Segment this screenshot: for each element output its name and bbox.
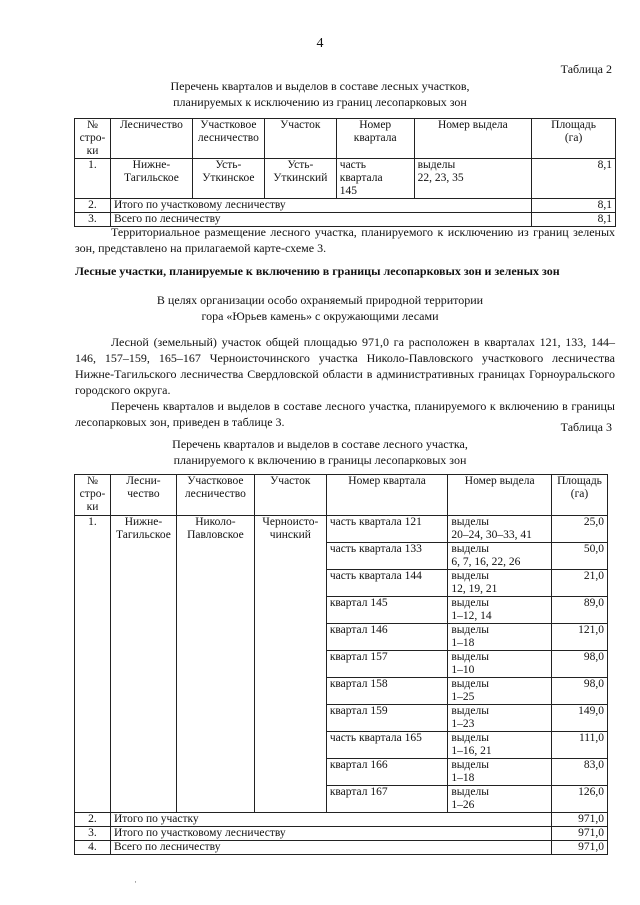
paragraph-table3-intro: Перечень кварталов и выделов в составе лесного участка, планируемого к включению в границы лесопарковых зон, приведен в таблице 3. xyxy=(75,399,615,429)
t3-section xyxy=(448,597,552,624)
t3-section-1: выделы xyxy=(451,570,489,582)
t3-section-2: 1–18 xyxy=(451,637,475,649)
t3-section-1: выделы xyxy=(451,678,489,690)
t2-r1-district-1: Усть- xyxy=(215,159,242,171)
table3 xyxy=(74,474,608,855)
t3-total-area: 971,0 xyxy=(551,813,607,827)
t3-section-2: 12, 19, 21 xyxy=(451,583,498,595)
t2-r2-area: 8,1 xyxy=(532,199,616,213)
t3-area: 21,0 xyxy=(551,570,607,597)
t3-h-area xyxy=(551,475,607,516)
table3-title-line2: планируемого к включению в границы лесопарковых зон xyxy=(173,453,467,467)
t2-r1-section-2: 22, 23, 35 xyxy=(417,172,464,184)
t3-section-2: 1–16, 21 xyxy=(451,745,492,757)
t3-total-area: 971,0 xyxy=(551,841,607,855)
t3-section-1: выделы xyxy=(451,543,489,555)
t3-section xyxy=(448,624,552,651)
t3-quarter: квартал 145 xyxy=(326,597,448,624)
t3-quarter: квартал 157 xyxy=(326,651,448,678)
t2-h-district xyxy=(192,119,264,159)
t2-h-quarter-1: Номер xyxy=(359,119,392,131)
t3-forestry xyxy=(110,516,176,813)
table-row xyxy=(75,159,616,199)
t2-r1-forestry-2: Тагильское xyxy=(124,172,179,184)
t2-h-area-1: Площадь xyxy=(551,119,596,131)
t2-r1-quarter-2: 145 xyxy=(339,185,358,197)
t3-num: 1. xyxy=(75,516,111,813)
t3-section xyxy=(448,516,552,543)
t3-quarter: часть квартала 121 xyxy=(326,516,448,543)
t3-section xyxy=(448,786,552,813)
t2-r3-num: 3. xyxy=(75,213,111,227)
table-row xyxy=(75,813,608,827)
table3-label: Таблица 3 xyxy=(560,420,612,434)
t3-section-1: выделы xyxy=(451,786,489,798)
t2-r2-label: Итого по участковому лесничеству xyxy=(110,199,531,213)
t2-r1-plot xyxy=(264,159,336,199)
t3-total-num: 4. xyxy=(75,841,111,855)
t3-area: 50,0 xyxy=(551,543,607,570)
t3-forestry-1: Нижне- xyxy=(124,516,163,528)
table2 xyxy=(74,118,616,227)
table2-title-line2: планируемых к исключению из границ лесопарковых зон xyxy=(173,95,467,109)
t2-r1-num: 1. xyxy=(75,159,111,199)
t2-r1-section-1: выделы xyxy=(417,159,456,171)
t2-r1-quarter xyxy=(336,159,414,199)
t2-h-forestry: Лесничество xyxy=(110,119,192,159)
section-heading: Лесные участки, планируемые к включению в границы лесопарковых зон и зеленых зон xyxy=(75,264,560,278)
t3-area: 98,0 xyxy=(551,678,607,705)
t3-forestry-2: Тагильское xyxy=(116,529,171,541)
t2-h-section: Номер выдела xyxy=(414,119,532,159)
t2-h-num-1: № xyxy=(86,119,98,131)
t3-h-section: Номер выдела xyxy=(448,475,552,516)
t3-district xyxy=(176,516,254,813)
t2-h-area xyxy=(532,119,616,159)
t3-section-1: выделы xyxy=(451,732,489,744)
t3-district-2: Павловское xyxy=(187,529,244,541)
t3-area: 111,0 xyxy=(551,732,607,759)
subheading-line2: гора «Юрьев камень» с окружающими лесами xyxy=(201,309,439,323)
t3-quarter: квартал 167 xyxy=(326,786,448,813)
t3-h-num-2: стро- xyxy=(79,488,106,500)
table-row xyxy=(75,516,608,543)
t3-h-num-1: № xyxy=(86,475,98,487)
subheading xyxy=(0,292,640,324)
t3-section xyxy=(448,705,552,732)
table-row xyxy=(75,841,608,855)
t3-h-quarter: Номер квартала xyxy=(326,475,448,516)
t2-r1-district xyxy=(192,159,264,199)
paragraph-plot-description: Лесной (земельный) участок общей площадью 971,0 га расположен в кварталах 121, 133, 144–146, 157–159, 165–167 Черноисточинского участка Николо-Павловского участкового лесничества Нижне-Тагильского лесничества Свердловской области в административных границах Горноуральского городского округа. xyxy=(75,335,615,397)
t3-section xyxy=(448,651,552,678)
t3-section xyxy=(448,543,552,570)
t3-area: 126,0 xyxy=(551,786,607,813)
t2-r1-plot-2: Уткинский xyxy=(273,172,328,184)
t3-total-label: Всего по лесничеству xyxy=(110,841,551,855)
subheading-line1: В целях организации особо охраняемый природной территории xyxy=(156,293,484,307)
t3-area: 149,0 xyxy=(551,705,607,732)
t2-h-area-2: (га) xyxy=(564,132,583,144)
t3-h-forestry-2: чество xyxy=(127,488,160,500)
t3-area: 89,0 xyxy=(551,597,607,624)
t3-district-1: Николо- xyxy=(195,516,236,528)
t3-section-1: выделы xyxy=(451,597,489,609)
table2-header-row xyxy=(75,119,616,159)
t3-section-2: 20–24, 30–33, 41 xyxy=(451,529,532,541)
t2-h-num-3: ки xyxy=(86,145,99,157)
t3-quarter: часть квартала 133 xyxy=(326,543,448,570)
t3-section-1: выделы xyxy=(451,516,489,528)
t3-section xyxy=(448,570,552,597)
t3-plot xyxy=(254,516,326,813)
paragraph-map-reference: Территориальное размещение лесного участка, планируемого к исключению из границ зеленых зон, представлено на прилагаемой карте-схеме 3. xyxy=(75,225,615,255)
t2-h-district-2: лесничество xyxy=(197,132,259,144)
t3-quarter: квартал 159 xyxy=(326,705,448,732)
table2-title-line1: Перечень кварталов и выделов в составе лесных участков, xyxy=(170,79,470,93)
t2-h-plot: Участок xyxy=(264,119,336,159)
table2-title xyxy=(0,78,640,110)
t3-section xyxy=(448,759,552,786)
t3-h-area-1: Площадь xyxy=(557,475,602,487)
t3-plot-1: Черноисто- xyxy=(262,516,319,528)
t3-h-district-1: Участковое xyxy=(187,475,244,487)
t3-quarter: квартал 158 xyxy=(326,678,448,705)
t3-section-2: 1–23 xyxy=(451,718,475,730)
t2-r1-section xyxy=(414,159,532,199)
t2-r2-num: 2. xyxy=(75,199,111,213)
t2-r3-label: Всего по лесничеству xyxy=(110,213,531,227)
t3-h-plot: Участок xyxy=(254,475,326,516)
t3-total-num: 2. xyxy=(75,813,111,827)
t3-total-area: 971,0 xyxy=(551,827,607,841)
t2-r1-forestry-1: Нижне- xyxy=(132,159,171,171)
t3-h-num-3: ки xyxy=(86,501,99,513)
t3-h-district-2: лесничество xyxy=(184,488,246,500)
table3-title xyxy=(0,436,640,468)
t3-section-1: выделы xyxy=(451,651,489,663)
t3-section-2: 1–12, 14 xyxy=(451,610,492,622)
page-number: 4 xyxy=(316,36,324,51)
t3-quarter: часть квартала 144 xyxy=(326,570,448,597)
t2-r1-district-2: Уткинское xyxy=(202,172,255,184)
t3-section-2: 1–25 xyxy=(451,691,475,703)
t3-total-label: Итого по участковому лесничеству xyxy=(110,827,551,841)
table3-title-line1: Перечень кварталов и выделов в составе лесного участка, xyxy=(172,437,468,451)
t2-r3-area: 8,1 xyxy=(532,213,616,227)
t2-h-quarter-2: квартала xyxy=(353,132,397,144)
t3-total-num: 3. xyxy=(75,827,111,841)
t3-area: 121,0 xyxy=(551,624,607,651)
t3-quarter: квартал 166 xyxy=(326,759,448,786)
t2-r1-plot-1: Усть- xyxy=(287,159,314,171)
t3-section-1: выделы xyxy=(451,624,489,636)
t3-area: 98,0 xyxy=(551,651,607,678)
table3-header-row xyxy=(75,475,608,516)
t3-h-num xyxy=(75,475,111,516)
t2-h-district-1: Участковое xyxy=(200,119,257,131)
t3-section-1: выделы xyxy=(451,705,489,717)
t3-section-2: 6, 7, 16, 22, 26 xyxy=(451,556,521,568)
table-row xyxy=(75,199,616,213)
t2-r1-area: 8,1 xyxy=(532,159,616,199)
t3-quarter: квартал 146 xyxy=(326,624,448,651)
t3-h-district xyxy=(176,475,254,516)
t3-plot-2: чинский xyxy=(269,529,311,541)
t3-section-1: выделы xyxy=(451,759,489,771)
t3-section xyxy=(448,678,552,705)
t2-h-num xyxy=(75,119,111,159)
t3-h-forestry-1: Лесни- xyxy=(126,475,161,487)
t2-r1-forestry xyxy=(110,159,192,199)
t3-section-2: 1–18 xyxy=(451,772,475,784)
t3-area: 25,0 xyxy=(551,516,607,543)
table2-label: Таблица 2 xyxy=(560,62,612,76)
t3-section-2: 1–10 xyxy=(451,664,475,676)
t3-total-label: Итого по участку xyxy=(110,813,551,827)
t2-h-quarter xyxy=(336,119,414,159)
t3-h-area-2: (га) xyxy=(570,488,589,500)
t3-quarter: часть квартала 165 xyxy=(326,732,448,759)
t2-h-num-2: стро- xyxy=(79,132,106,144)
t2-r1-quarter-1: часть квартала xyxy=(339,159,383,184)
t3-h-forestry xyxy=(110,475,176,516)
scan-mark: · xyxy=(134,877,137,887)
table-row xyxy=(75,827,608,841)
t3-section xyxy=(448,732,552,759)
t3-section-2: 1–26 xyxy=(451,799,475,811)
t3-area: 83,0 xyxy=(551,759,607,786)
